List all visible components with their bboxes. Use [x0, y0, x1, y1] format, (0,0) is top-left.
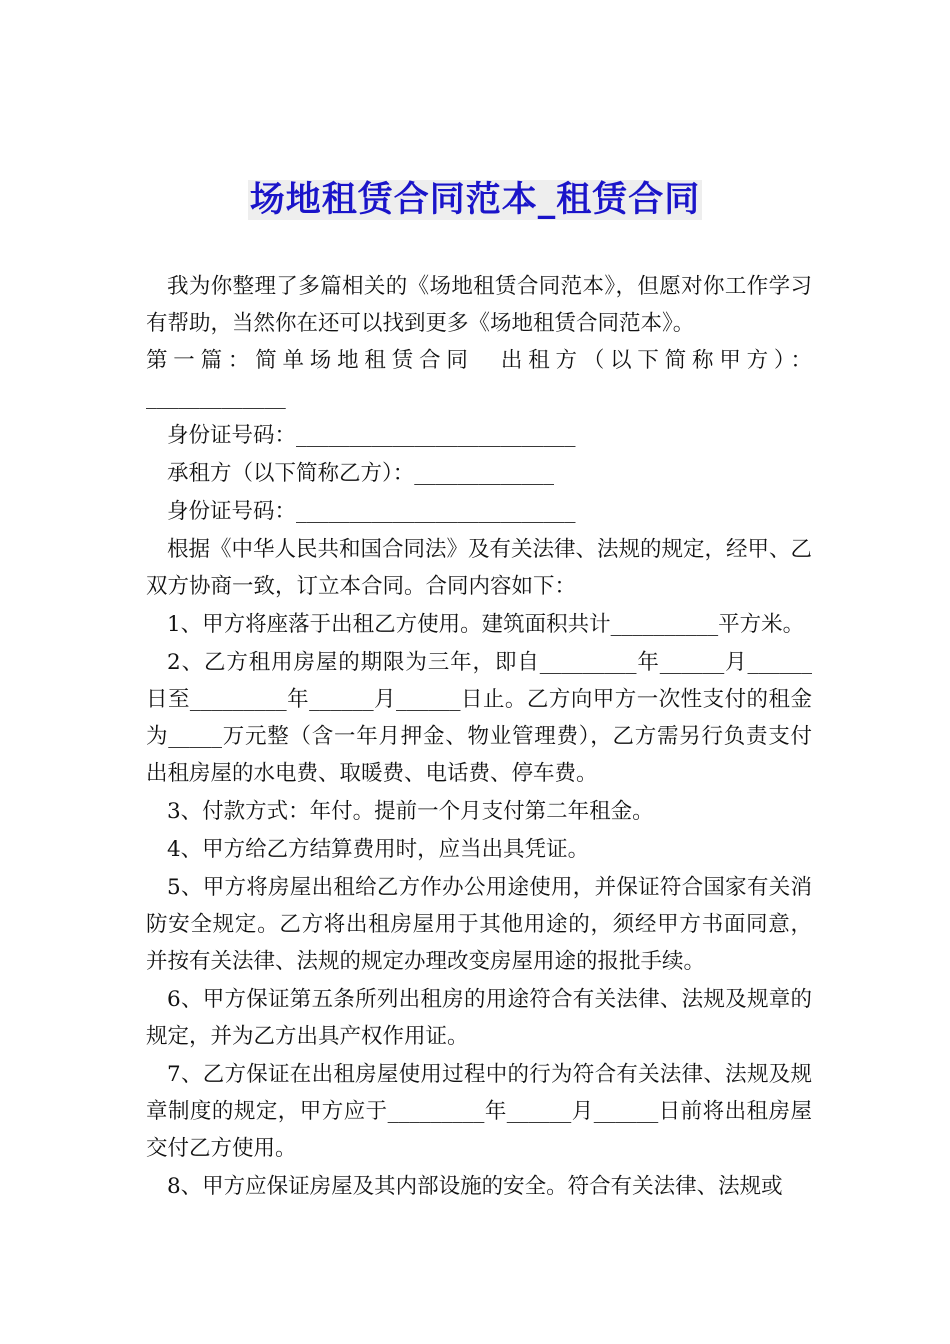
lessor-id-line: 身份证号码：__________________________ — [167, 423, 576, 448]
clause-8: 8、甲方应保证房屋及其内部设施的安全。符合有关法律、法规或 — [167, 1174, 783, 1199]
document-title — [0, 178, 950, 222]
clause-2: 2、乙方租用房屋的期限为三年，即自_________年______月______日至_________年______月______日止。乙方向甲方一次性支付的租金为_____万元整（含一年月押金、物业管理费），乙方需另行负责支付出租房屋的水电费、取暖费、电话费、停车费。 — [146, 650, 812, 786]
title-text: 场地租赁合同范本_租赁合同 — [249, 180, 701, 220]
document-body — [146, 268, 812, 1205]
clause-7: 7、乙方保证在出租房屋使用过程中的行为符合有关法律、法规及规章制度的规定，甲方应于_________年______月______日前将出租房屋交付乙方使用。 — [146, 1062, 812, 1161]
basis-paragraph: 根据《中华人民共和国合同法》及有关法律、法规的规定，经甲、乙双方协商一致，订立本合同。合同内容如下： — [146, 537, 813, 599]
intro-paragraph: 我为你整理了多篇相关的《场地租赁合同范本》，但愿对你工作学习有帮助，当然你在还可以找到更多《场地租赁合同范本》。 — [146, 274, 812, 336]
clause-4: 4、甲方给乙方结算费用时，应当出具凭证。 — [167, 837, 590, 862]
clause-3: 3、付款方式：年付。提前一个月支付第二年租金。 — [167, 799, 654, 824]
clause-5: 5、甲方将房屋出租给乙方作办公用途使用，并保证符合国家有关消防安全规定。乙方将出租房屋用于其他用途的，须经甲方书面同意，并按有关法律、法规的规定办理改变房屋用途的报批手续。 — [146, 875, 812, 974]
lessee-id-line: 身份证号码：__________________________ — [167, 499, 576, 524]
clause-6: 6、甲方保证第五条所列出租房的用途符合有关法律、法规及规章的规定，并为乙方出具产权作用证。 — [146, 987, 812, 1049]
lessee-line: 承租方（以下简称乙方）：_____________ — [167, 461, 555, 486]
clause-1: 1、甲方将座落于出租乙方使用。建筑面积共计__________平方米。 — [167, 612, 805, 637]
section-heading-first: 第一篇：简单场地租赁合同 出租方（以下简称甲方）：_____________ — [146, 348, 812, 410]
